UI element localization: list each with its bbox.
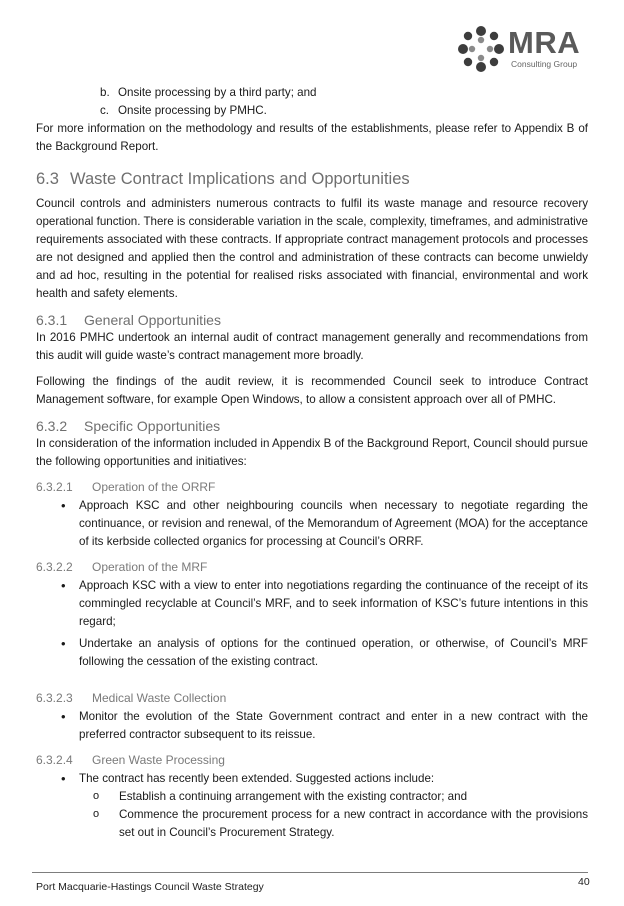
bullet-item: • Undertake an analysis of options for the continued operation, or otherwise, of Council’s MRF following the cessation of the existing contract. <box>36 635 588 671</box>
section-title: Operation of the MRF <box>92 560 208 574</box>
list-item-text: Onsite processing by PMHC. <box>118 104 267 117</box>
section-number: 6.3.2.2 <box>36 560 73 574</box>
section-title: Operation of the ORRF <box>92 480 216 494</box>
section-title: General Opportunities <box>84 312 221 328</box>
section-number: 6.3.2.1 <box>36 480 73 494</box>
section-paragraph: In consideration of the information included in Appendix B of the Background Report, Council should pursue the following opportunities and initiatives: <box>36 437 588 468</box>
intro-paragraph: For more information on the methodology and results of the establishments, please refer to Appendix B of the Background Report. <box>36 122 588 153</box>
list-marker: c. <box>100 104 110 117</box>
section-paragraph: Following the findings of the audit review, it is recommended Council seek to introduce Contract Management software, for example Open Windows, to allow a consistent approach over all of PMHC. <box>36 375 588 406</box>
bullet-item <box>36 770 588 842</box>
document-body <box>36 84 588 846</box>
logo-subtitle: Consulting Group <box>511 59 578 69</box>
section-heading-6-3-2-4 <box>36 751 588 769</box>
bullet-list <box>36 708 588 744</box>
list-item-text: Onsite processing by a third party; and <box>118 86 317 99</box>
sub-bullet-item: o Commence the procurement process for a new contract in accordance with the provisions set out in Council’s Procurement Strategy. <box>79 806 588 842</box>
bullet-item-text: The contract has recently been extended. Suggested actions include: <box>79 772 435 785</box>
list-marker: b. <box>100 86 110 99</box>
sub-bullet-list <box>79 788 588 842</box>
section-number: 6.3.1 <box>36 312 68 328</box>
section-heading-6-3-2-1 <box>36 478 588 496</box>
bullet-list <box>36 770 588 842</box>
section-title: Medical Waste Collection <box>92 691 227 705</box>
section-heading-6-3-2 <box>36 417 588 435</box>
list-item <box>100 102 588 120</box>
intro-list <box>100 84 588 120</box>
section-number: 6.3.2.4 <box>36 753 73 767</box>
section-heading-6-3-1 <box>36 311 588 329</box>
footer-divider <box>32 872 588 873</box>
section-paragraph: Council controls and administers numerous contracts to fulfil its waste manage and resource recovery operational function. There is considerable variation in the scale, complexity, timeframes, and administrative requirements associated with these contracts. If appropriate contract management protocols and processes are not designed and applied then the control and administration of these contracts can become unwieldy and ad hoc, resulting in the potential for realised risks associated with financial, environmental and work health and safety elements. <box>36 197 588 300</box>
bullet-item: • Approach KSC and other neighbouring councils when necessary to negotiate regarding the continuance, or revision and renewal, of the Memorandum of Agreement (MOA) for the acceptance of its kerbside collected organics for processing at Council’s ORRF. <box>36 497 588 551</box>
list-item <box>100 84 588 102</box>
section-number: 6.3.2 <box>36 418 68 434</box>
page-number: 40 <box>578 876 590 888</box>
section-paragraph: In 2016 PMHC undertook an internal audit of contract management generally and recommendations from this audit will guide waste’s contract management more broadly. <box>36 331 588 362</box>
bullet-item: • Approach KSC with a view to enter into negotiations regarding the continuance of the receipt of its commingled recyclable at Council’s MRF, and to seek information of KSC’s future intentions in this regard; <box>36 577 588 631</box>
sub-bullet-item: o Establish a continuing arrangement with the existing contractor; and <box>79 788 588 806</box>
bullet-list <box>36 497 588 551</box>
logo-name: MRA <box>508 25 581 60</box>
section-heading-6-3-2-2 <box>36 558 588 576</box>
footer-title: Port Macquarie-Hastings Council Waste Strategy <box>36 881 264 893</box>
section-heading-6-3 <box>36 168 588 190</box>
mra-swirl-logo-icon <box>456 24 506 74</box>
bullet-list <box>36 577 588 671</box>
mra-logo <box>456 24 592 74</box>
section-title: Waste Contract Implications and Opportunities <box>70 170 410 188</box>
section-number: 6.3 <box>36 170 59 188</box>
bullet-item: • Monitor the evolution of the State Government contract and enter in a new contract with the preferred contractor subsequent to its reissue. <box>36 708 588 744</box>
section-title: Green Waste Processing <box>92 753 225 767</box>
section-number: 6.3.2.3 <box>36 691 73 705</box>
section-title: Specific Opportunities <box>84 418 221 434</box>
section-heading-6-3-2-3 <box>36 689 588 707</box>
